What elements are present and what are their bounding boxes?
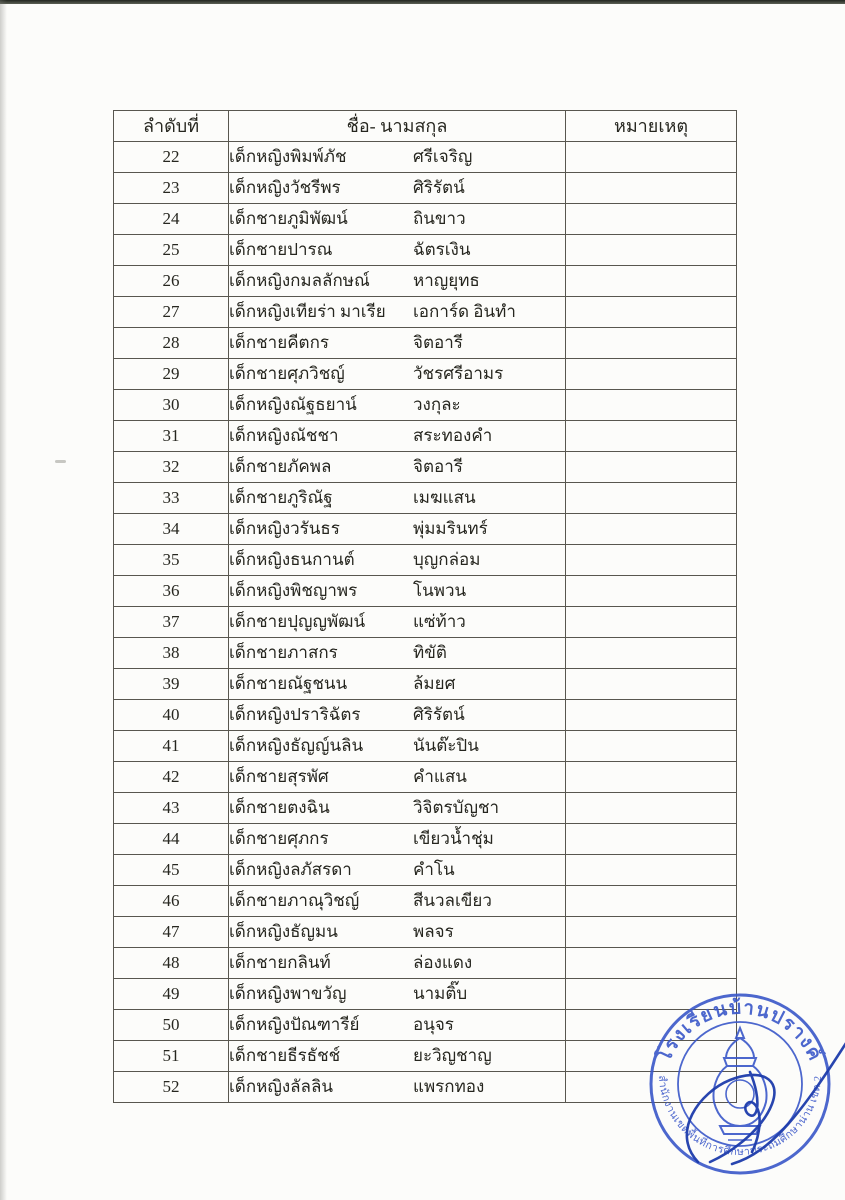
student-first-name: เด็กชายศุภกร — [229, 829, 329, 848]
row-number: 43 — [114, 793, 229, 824]
row-number: 22 — [114, 142, 229, 173]
student-name-cell — [229, 762, 566, 793]
table-row — [114, 855, 737, 886]
table-row — [114, 576, 737, 607]
student-name-cell — [229, 328, 566, 359]
student-name-cell — [229, 483, 566, 514]
student-first-name: เด็กหญิงณัชชา — [229, 426, 339, 445]
student-name-cell — [229, 173, 566, 204]
row-number: 30 — [114, 390, 229, 421]
row-number: 32 — [114, 452, 229, 483]
remarks-cell — [566, 607, 737, 638]
table-row — [114, 1010, 737, 1041]
remarks-cell — [566, 266, 737, 297]
remarks-cell — [566, 235, 737, 266]
table-row — [114, 297, 737, 328]
remarks-cell — [566, 173, 737, 204]
table-row — [114, 452, 737, 483]
table-row — [114, 173, 737, 204]
scan-artifact-margin-dash — [55, 460, 66, 463]
student-first-name: เด็กหญิงพาขวัญ — [229, 984, 347, 1003]
student-name-cell — [229, 545, 566, 576]
row-number: 44 — [114, 824, 229, 855]
table-row — [114, 886, 737, 917]
table-row — [114, 979, 737, 1010]
row-number: 52 — [114, 1072, 229, 1103]
remarks-cell — [566, 421, 737, 452]
student-last-name: จิตอารี — [413, 457, 463, 476]
student-first-name: เด็กหญิงกมลลักษณ์ — [229, 271, 370, 290]
student-first-name: เด็กหญิงเทียร่า มาเรีย — [229, 302, 386, 321]
row-number: 33 — [114, 483, 229, 514]
student-first-name: เด็กหญิงพิชญาพร — [229, 581, 358, 600]
row-number: 41 — [114, 731, 229, 762]
row-number: 46 — [114, 886, 229, 917]
table-row — [114, 700, 737, 731]
remarks-cell — [566, 390, 737, 421]
student-last-name: ล้มยศ — [413, 674, 456, 693]
student-first-name: เด็กชายปารณ — [229, 240, 333, 259]
row-number: 28 — [114, 328, 229, 359]
student-last-name: โนพวน — [413, 581, 467, 600]
row-number: 23 — [114, 173, 229, 204]
student-first-name: เด็กชายสุรพัศ — [229, 767, 329, 786]
stamp-top-text: โรงเรียนบ้านปรางค์ — [654, 997, 826, 1066]
student-first-name: เด็กชายภูริณัฐ — [229, 488, 333, 507]
student-name-cell — [229, 979, 566, 1010]
scan-artifact-left-edge — [0, 0, 7, 1200]
row-number: 47 — [114, 917, 229, 948]
row-number: 27 — [114, 297, 229, 328]
student-last-name: ศิริรัตน์ — [413, 178, 465, 197]
student-first-name: เด็กชายภัคพล — [229, 457, 332, 476]
student-last-name: ล่องแดง — [413, 953, 473, 972]
remarks-cell — [566, 297, 737, 328]
student-name-cell — [229, 948, 566, 979]
student-first-name: เด็กหญิงณัฐธยาน์ — [229, 395, 357, 414]
table-row — [114, 204, 737, 235]
table-row — [114, 793, 737, 824]
student-name-cell — [229, 917, 566, 948]
table-row — [114, 638, 737, 669]
student-name-cell — [229, 514, 566, 545]
table-row — [114, 514, 737, 545]
student-first-name: เด็กชายธีรธัชช์ — [229, 1046, 341, 1065]
student-last-name: นามติ๊บ — [413, 984, 468, 1003]
column-header-name: ชื่อ- นามสกุล — [229, 111, 566, 142]
student-first-name: เด็กหญิงปัณฑารีย์ — [229, 1015, 360, 1034]
student-last-name: หาญยุทธ — [413, 271, 480, 290]
remarks-cell — [566, 545, 737, 576]
student-last-name: ถินขาว — [413, 209, 466, 228]
student-first-name: เด็กชายภาณุวิชญ์ — [229, 891, 360, 910]
remarks-cell — [566, 1010, 737, 1041]
student-last-name: คำโน — [413, 860, 455, 879]
table-row — [114, 762, 737, 793]
table-row — [114, 1072, 737, 1103]
student-first-name: เด็กหญิงลัลลิน — [229, 1077, 334, 1096]
student-name-cell — [229, 886, 566, 917]
student-name-cell — [229, 731, 566, 762]
remarks-cell — [566, 762, 737, 793]
remarks-cell — [566, 452, 737, 483]
remarks-cell — [566, 576, 737, 607]
row-number: 35 — [114, 545, 229, 576]
student-last-name: อนุจร — [413, 1015, 454, 1034]
column-header-remarks: หมายเหตุ — [566, 111, 737, 142]
remarks-cell — [566, 328, 737, 359]
remarks-cell — [566, 793, 737, 824]
student-last-name: วิจิตรบัญชา — [413, 798, 500, 817]
remarks-cell — [566, 731, 737, 762]
student-last-name: สีนวลเขียว — [413, 891, 492, 910]
row-number: 29 — [114, 359, 229, 390]
student-name-cell — [229, 576, 566, 607]
student-first-name: เด็กหญิงวัชรีพร — [229, 178, 341, 197]
student-first-name: เด็กหญิงลภัสรดา — [229, 860, 352, 879]
row-number: 34 — [114, 514, 229, 545]
remarks-cell — [566, 514, 737, 545]
table-row — [114, 545, 737, 576]
student-last-name: ยะวิญชาญ — [413, 1046, 492, 1065]
student-name-cell — [229, 855, 566, 886]
student-name-cell — [229, 297, 566, 328]
student-first-name: เด็กชายภูมิพัฒน์ — [229, 209, 348, 228]
student-first-name: เด็กหญิงพิมพ์ภัช — [229, 147, 347, 166]
student-first-name: เด็กชายภาสกร — [229, 643, 338, 662]
student-last-name: ทิขัติ — [413, 643, 447, 662]
remarks-cell — [566, 142, 737, 173]
student-first-name: เด็กชายศุภวิชญ์ — [229, 364, 345, 383]
table-row — [114, 483, 737, 514]
remarks-cell — [566, 359, 737, 390]
student-name-cell — [229, 266, 566, 297]
student-name-cell — [229, 793, 566, 824]
student-first-name: เด็กหญิงธนกานต์ — [229, 550, 355, 569]
student-first-name: เด็กชายกลินท์ — [229, 953, 331, 972]
student-name-cell — [229, 235, 566, 266]
student-name-cell — [229, 390, 566, 421]
student-last-name: จิตอารี — [413, 333, 463, 352]
student-last-name: เขียวน้ำชุ่ม — [413, 829, 494, 848]
remarks-cell — [566, 1072, 737, 1103]
student-last-name: เมฆแสน — [413, 488, 476, 507]
row-number: 40 — [114, 700, 229, 731]
student-last-name: แพรกทอง — [413, 1077, 485, 1096]
remarks-cell — [566, 855, 737, 886]
student-name-cell — [229, 607, 566, 638]
student-last-name: แซ่ท้าว — [413, 612, 466, 631]
student-last-name: พลจร — [413, 922, 454, 941]
table-row — [114, 607, 737, 638]
student-last-name: ศรีเจริญ — [413, 147, 473, 166]
table-row — [114, 359, 737, 390]
student-name-table — [113, 110, 737, 1103]
student-name-cell — [229, 1072, 566, 1103]
remarks-cell — [566, 1041, 737, 1072]
student-name-cell — [229, 700, 566, 731]
remarks-cell — [566, 948, 737, 979]
remarks-cell — [566, 638, 737, 669]
remarks-cell — [566, 483, 737, 514]
table-row — [114, 948, 737, 979]
row-number: 26 — [114, 266, 229, 297]
row-number: 36 — [114, 576, 229, 607]
student-first-name: เด็กชายตงฉิน — [229, 798, 330, 817]
table-row — [114, 824, 737, 855]
row-number: 37 — [114, 607, 229, 638]
student-name-cell — [229, 669, 566, 700]
row-number: 39 — [114, 669, 229, 700]
stamp-bottom-text: สำนักงานเขตพื้นที่การศึกษาประถมศึกษาน่าน เขต 2 — [655, 1074, 825, 1159]
row-number: 45 — [114, 855, 229, 886]
student-name-cell — [229, 142, 566, 173]
remarks-cell — [566, 669, 737, 700]
remarks-cell — [566, 917, 737, 948]
student-name-cell — [229, 1041, 566, 1072]
student-first-name: เด็กหญิงปราริฉัตร — [229, 705, 361, 724]
table-row — [114, 669, 737, 700]
row-number: 50 — [114, 1010, 229, 1041]
student-name-cell — [229, 638, 566, 669]
scan-artifact-top-edge — [0, 0, 845, 4]
table-row — [114, 390, 737, 421]
remarks-cell — [566, 824, 737, 855]
student-last-name: คำแสน — [413, 767, 467, 786]
student-first-name: เด็กชายณัฐชนน — [229, 674, 348, 693]
remarks-cell — [566, 700, 737, 731]
row-number: 48 — [114, 948, 229, 979]
student-last-name: นันต๊ะปิน — [413, 736, 479, 755]
row-number: 25 — [114, 235, 229, 266]
student-last-name: สระทองคำ — [413, 426, 493, 445]
table-row — [114, 917, 737, 948]
student-name-cell — [229, 359, 566, 390]
table-row — [114, 266, 737, 297]
student-name-cell — [229, 421, 566, 452]
row-number: 38 — [114, 638, 229, 669]
student-first-name: เด็กหญิงวรันธร — [229, 519, 340, 538]
table-row — [114, 235, 737, 266]
table-body — [114, 142, 737, 1103]
student-first-name: เด็กหญิงธัญญ์นลิน — [229, 736, 364, 755]
row-number: 49 — [114, 979, 229, 1010]
student-first-name: เด็กชายปุญญพัฒน์ — [229, 612, 366, 631]
table-row — [114, 142, 737, 173]
row-number: 42 — [114, 762, 229, 793]
remarks-cell — [566, 204, 737, 235]
student-first-name: เด็กชายคีตกร — [229, 333, 330, 352]
remarks-cell — [566, 979, 737, 1010]
table-header — [114, 111, 737, 142]
table-row — [114, 328, 737, 359]
student-last-name: ฉัตรเงิน — [413, 240, 471, 259]
student-last-name: บุญกล่อม — [413, 550, 481, 569]
table-row — [114, 731, 737, 762]
student-name-cell — [229, 452, 566, 483]
student-last-name: วงกุละ — [413, 395, 461, 414]
table-row — [114, 1041, 737, 1072]
student-last-name: ศิริรัตน์ — [413, 705, 465, 724]
row-number: 24 — [114, 204, 229, 235]
row-number: 31 — [114, 421, 229, 452]
student-name-cell — [229, 1010, 566, 1041]
student-first-name: เด็กหญิงธัญมน — [229, 922, 338, 941]
remarks-cell — [566, 886, 737, 917]
student-last-name: เอการ์ด อินทำ — [413, 302, 516, 321]
row-number: 51 — [114, 1041, 229, 1072]
student-name-cell — [229, 204, 566, 235]
student-name-cell — [229, 824, 566, 855]
column-header-number: ลำดับที่ — [114, 111, 229, 142]
table-row — [114, 421, 737, 452]
student-last-name: พุ่มมรินทร์ — [413, 519, 488, 538]
student-last-name: วัชรศรีอามร — [413, 364, 504, 383]
